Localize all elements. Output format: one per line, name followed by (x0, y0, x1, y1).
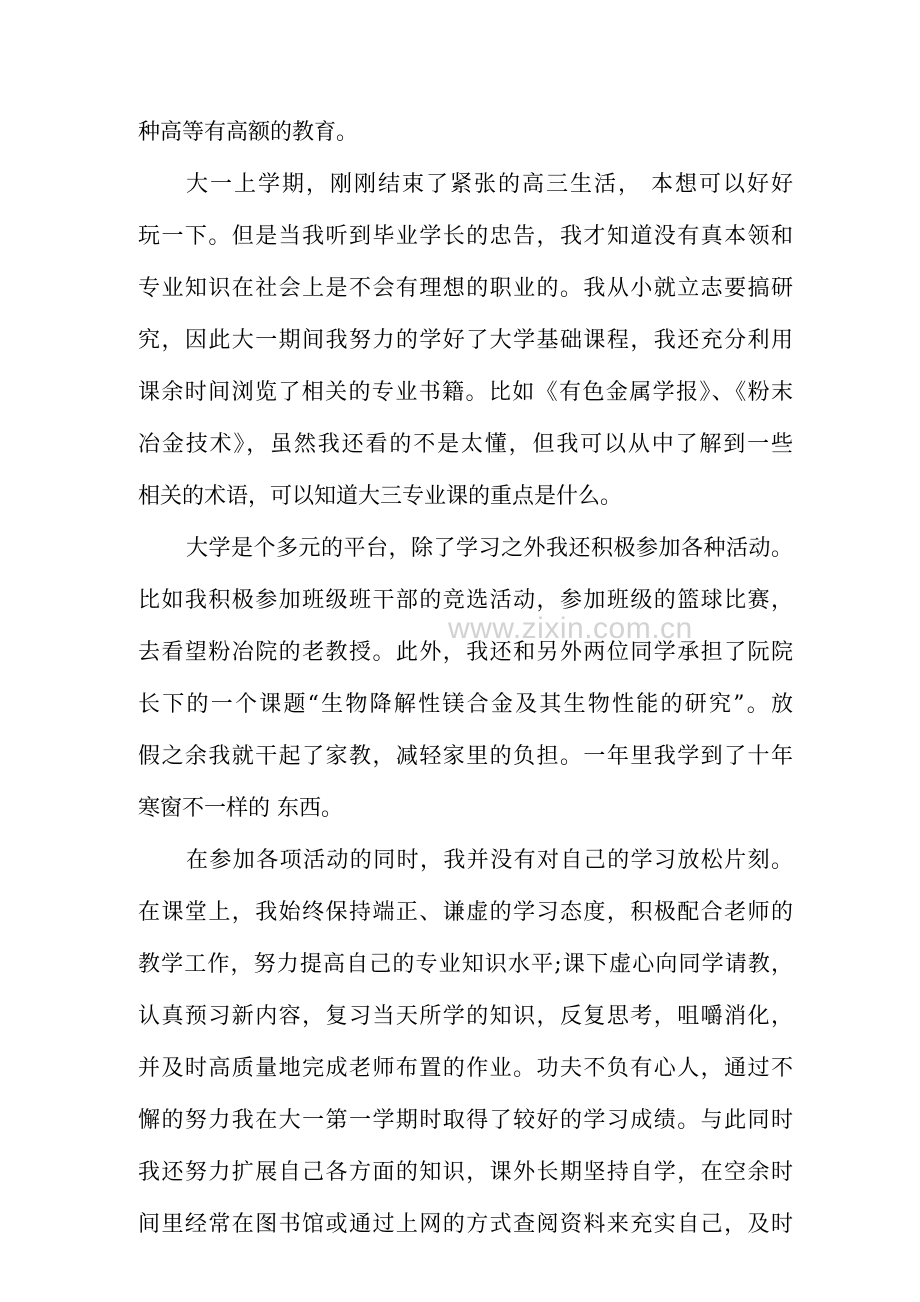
text-line: 课余时间浏览了相关的专业书籍。比如《有色金属学报》、《粉末 (138, 380, 793, 405)
text-line: 懈的努力我在大一第一学期时取得了较好的学习成绩。与此同时 (138, 1108, 793, 1133)
text-line: 专业知识在社会上是不会有理想的职业的。我从小就立志要搞研 (138, 276, 793, 301)
paragraph-activities (138, 523, 793, 835)
text-line: 相关的术语，可以知道大三专业课的重点是什么。 (138, 484, 623, 509)
text-line: 我还努力扩展自己各方面的知识，课外长期坚持自学，在空余时 (138, 1160, 793, 1185)
text-line: 玩一下。但是当我听到毕业学长的忠告，我才知道没有真本领和 (138, 224, 793, 249)
text-line: 究，因此大一期间我努力的学好了大学基础课程，我还充分利用 (138, 328, 793, 353)
watermark: www.zixin.com.cn (448, 612, 693, 645)
paragraph-first-semester (138, 159, 793, 523)
text-line: 长下的一个课题“生物降解性镁合金及其生物性能的研究”。放 (138, 692, 793, 717)
paragraph-continued (138, 107, 793, 159)
text-line: 假之余我就干起了家教，减轻家里的负担。一年里我学到了十年 (138, 744, 793, 769)
text-line: 在课堂上，我始终保持端正、谦虚的学习态度，积极配合老师的 (138, 900, 793, 925)
text-line: 种高等有高额的教育。 (138, 120, 359, 145)
text-line: 并及时高质量地完成老师布置的作业。功夫不负有心人，通过不 (138, 1056, 793, 1081)
text-line: 大一上学期，刚刚结束了紧张的高三生活， 本想可以好好 (186, 172, 793, 197)
text-line: 在参加各项活动的同时，我并没有对自己的学习放松片刻。 (186, 848, 793, 873)
text-line: 间里经常在图书馆或通过上网的方式查阅资料来充实自己，及时 (138, 1212, 793, 1237)
text-line: 认真预习新内容，复习当天所学的知识，反复思考，咀嚼消化， (138, 1004, 793, 1029)
text-line: 冶金技术》，虽然我还看的不是太懂，但我可以从中了解到一些 (138, 432, 793, 457)
text-line: 比如我积极参加班级班干部的竞选活动，参加班级的篮球比赛， (138, 588, 793, 613)
text-line: 寒窗不一样的 东西。 (138, 796, 343, 821)
text-line: 大学是个多元的平台，除了学习之外我还积极参加各种活动。 (186, 536, 793, 561)
text-line: 去看望粉冶院的老教授。此外，我还和另外两位同学承担了阮院 (138, 640, 793, 665)
text-line: 教学工作，努力提高自己的专业知识水平;课下虚心向同学请教， (138, 952, 793, 977)
body-text (138, 107, 793, 1251)
paragraph-study (138, 835, 793, 1251)
